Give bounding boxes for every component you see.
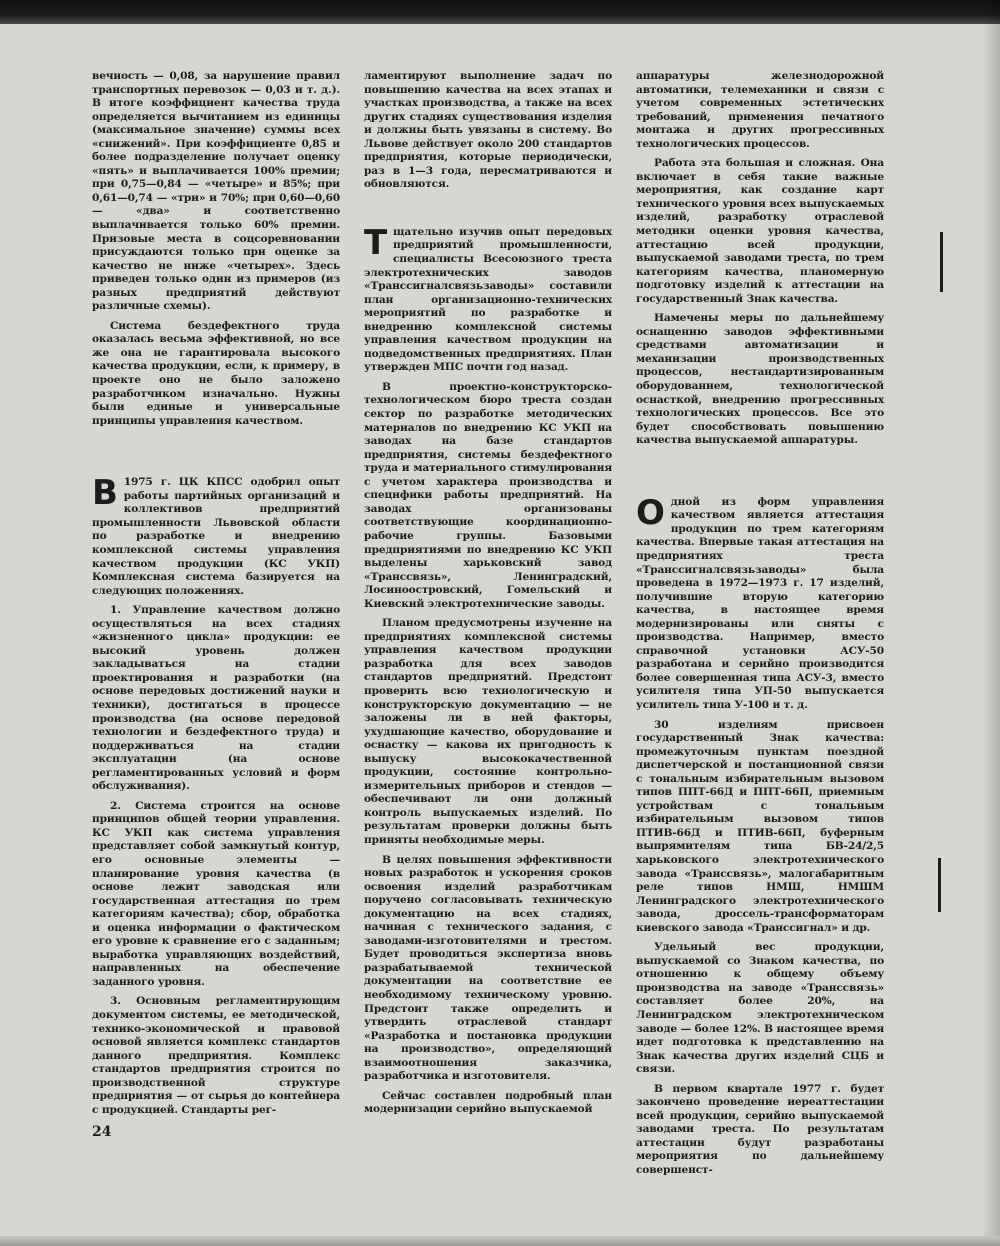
paragraph: аппаратуры железнодорожной автоматики, телемеханики и связи с учетом современных эстетических требований, применения печатного монтажа и других прогрессивных технологических процессов. [636, 70, 884, 150]
section-lead-paragraph [364, 222, 612, 375]
drop-cap: Т [364, 222, 388, 263]
paragraph: Планом предусмотрены изучение на предприятиях комплексной системы управления качеством продукции разработка для всех заводов стандартов предприятий. Предстоит проверить всю технологическую и конструкторскую документацию — не заложены ли в ней факторы, ухудшающие качество, оборудование и оснастку — какова их пригодность к выпуску высококачественной продукции, состояние контрольно-измерительных приборов и стендов — обеспечивают ли они должный контроль выпускаемых изделий. По результатам проверки должны быть приняты необходимые меры. [364, 617, 612, 846]
paragraph-text: щательно изучив опыт передовых предприятий промышленности, специалисты Всесоюзного треста электротехнических заводов «Транссигналсвязьзаводы» составили план организационно-технических мероприятий по разработке и внедрению комплексной системы управления качеством продукции на подведомственных предприятиях. План утвержден МПС почти год назад. [364, 225, 612, 374]
paragraph: 3. Основным регламентирующим документом системы, ее методической, технико-экономической и правовой основой является комплекс стандартов данного предприятия. Комплекс стандартов предприятия строится по производственной структуре предприятия — от сырья до контейнера с продукцией. Стандарты рег- [92, 995, 340, 1116]
paragraph: Сейчас составлен подробный план модернизации серийно выпускаемой [364, 1089, 612, 1116]
page-top-edge [0, 0, 1000, 24]
text-column-3 [636, 70, 884, 1184]
paragraph-text: дной из форм управления качеством является аттестация продукции по трем категориям качества. Впервые такая аттестация на предприятиях треста «Транссигналсвязьзаводы» была проведена в 1972—1973 г. 17 изделий, получившие вторую категорию качества, в настоящее время модернизированы или сняты с производства. Например, вместо справочной установки АСУ-50 разработана и серийно производится более совершенная типа АСУ-3, вместо усилителя типа УП-50 выпускается усилитель типа У-100 и т. д. [636, 495, 884, 711]
page-bottom-edge [0, 1236, 1000, 1246]
paragraph: ламентируют выполнение задач по повышению качества на всех этапах и участках производства, а также на всех других стадиях существования изделия и должны быть увязаны в систему. Во Львове действует около 200 стандартов предприятия, которые периодически, раз в 1—3 года, пересматриваются и обновляются. [364, 70, 612, 191]
paragraph-text: 1975 г. ЦК КПСС одобрил опыт работы партийных организаций и коллективов предприятий промышленности Львовской области по разработке и внедрению комплексной системы управления качеством продукции (КС УКП) Комплексная система базируется на следующих положениях. [92, 476, 340, 597]
page-right-shadow [982, 0, 1000, 1246]
page-number: 24 [92, 1124, 112, 1140]
paragraph: В целях повышения эффективности новых разработок и ускорения сроков освоения изделий разработчикам поручено согласовывать техническую документацию на всех стадиях, начиная с технического задания, с заводами-изготовителями и трестом. Будет проводиться экспертиза вновь разрабатываемой технической документации на соответствие ее необходимому техническому уровню. Предстоит также определить и утвердить отраслевой стандарт «Разработка и постановка продукции на производство», определяющий взаимоотношения заказчика, разработчика и изготовителя. [364, 853, 612, 1083]
paragraph: В первом квартале 1977 г. будет закончено проведение иереаттестации всей продукции, серийно выпускаемой заводами треста. По результатам аттестации будут разработаны мероприятия по дальнейшему совершенст- [636, 1082, 884, 1177]
paragraph: 2. Система строится на основе принципов общей теории управления. КС УКП как система управления представляет собой замкнутый контур, его основные элементы — планирование уровня качества (в основе лежит заводская или государственная аттестация по трем категориям качества); сбор, обработка и оценка информации о фактическом его уровне к сравнение его с заданным; выработка управляющих воздействий, направленных на обеспечение заданного уровня. [92, 799, 340, 988]
section-gap [92, 434, 340, 476]
section-lead-paragraph [636, 492, 884, 713]
paragraph: Удельный вес продукции, выпускаемой со Знаком качества, по отношению к общему объему производства на заводе «Транссвязь» составляет более 20%, на Ленинградском электротехническом заводе — более 12%. В настоящее время идет подготовка к представлению на Знак качества других изделий СЦБ и связи. [636, 941, 884, 1076]
scan-mark [938, 858, 941, 912]
section-lead-paragraph [92, 473, 340, 598]
paragraph: Намечены меры по дальнейшему оснащению заводов эффективными средствами автоматизации и механизации производственных процессов, нестандартизированным оборудованием, технологической оснасткой, внедрению прогрессивных технологических процессов. Все это будет способствовать повышению качества выпускаемой аппаратуры. [636, 312, 884, 447]
paragraph: вечность — 0,08, за нарушение правил транспортных перевозок — 0,03 и т. д.). В итоге коэффициент качества труда определяется вычитанием из единицы (максимальное значение) суммы всех «снижений». При коэффициенте 0,85 и более подразделение получает оценку «пять» и выплачивается 100% премии; при 0,75—0,84 — «четыре» и 85%; при 0,61—0,74 — «три» и 70%; при 0,60—0,60 — «два» и соответственно выплачивается только 60% премии. Призовые места в соцсоревновании присуждаются только при оценке за качество не ниже «четырех». Здесь приведен только один из примеров (из разных предприятий действуют различные схемы). [92, 70, 340, 313]
paragraph: 30 изделиям присвоен государственный Знак качества: промежуточным пунктам поездной диспетчерской и постанционной связи с тональным избирательным вызовом типов ППТ-66Д и ППТ-66П, приемным устройствам с тональным избирательным вызовом типов ПТИВ-66Д и ПТИВ-66П, буферным выпрямителям типа БВ-24/2,5 харьковского электротехнического завода «Транссвязь», малогабаритным реле типов НМШ, НМШМ Ленинградского электротехнического завода, дроссель-трансформаторам киевского завода «Транссигнал» и др. [636, 718, 884, 934]
paragraph: Работа эта большая и сложная. Она включает в себя такие важные мероприятия, как создание карт технического уровня всех выпускаемых изделий, разработку отраслевой методики оценки уровня качества, аттестацию всей продукции, выпускаемой заводами треста, по трем категориям качества, планомерную подготовку изделий к аттестации на государственный Знак качества. [636, 157, 884, 305]
drop-cap: В [92, 473, 118, 514]
paragraph: 1. Управление качеством должно осуществляться на всех стадиях «жизненного цикла» продукции: ее высокий уровень должен закладываться на стадии проектирования и разработки (на основе передовых достижений науки и техники), достигаться в процессе производства (на основе передовой технологии и бездефектного труда) и поддерживаться на стадии эксплуатации (на основе регламентированных условий и форм обслуживания). [92, 604, 340, 793]
drop-cap: О [636, 492, 665, 533]
paragraph: В проектно-конструкторско-технологическом бюро треста создан сектор по разработке методических материалов по внедрению КС УКП на заводах на базе стандартов предприятия, системы бездефектного труда и материального стимулирования с учетом характера производства и специфики работы предприятий. На заводах организованы соответствующие координационно-рабочие группы. Базовыми предприятиями по внедрению КС УКП выделены харьковский завод «Транссвязь», Ленинградский, Лосиноостровский, Гомельский и Киевский электротехнические заводы. [364, 380, 612, 610]
section-gap [364, 198, 612, 226]
text-column-2 [364, 70, 612, 1123]
scan-mark [940, 232, 943, 292]
paragraph: Система бездефектного труда оказалась весьма эффективной, но все же она не гарантировала высокого качества продукции, если, к примеру, в проекте оно не было заложено разработчиком изначально. Нужны были единые и универсальные принципы управления качеством. [92, 319, 340, 427]
text-column-1 [92, 70, 340, 1123]
section-gap [636, 454, 884, 496]
